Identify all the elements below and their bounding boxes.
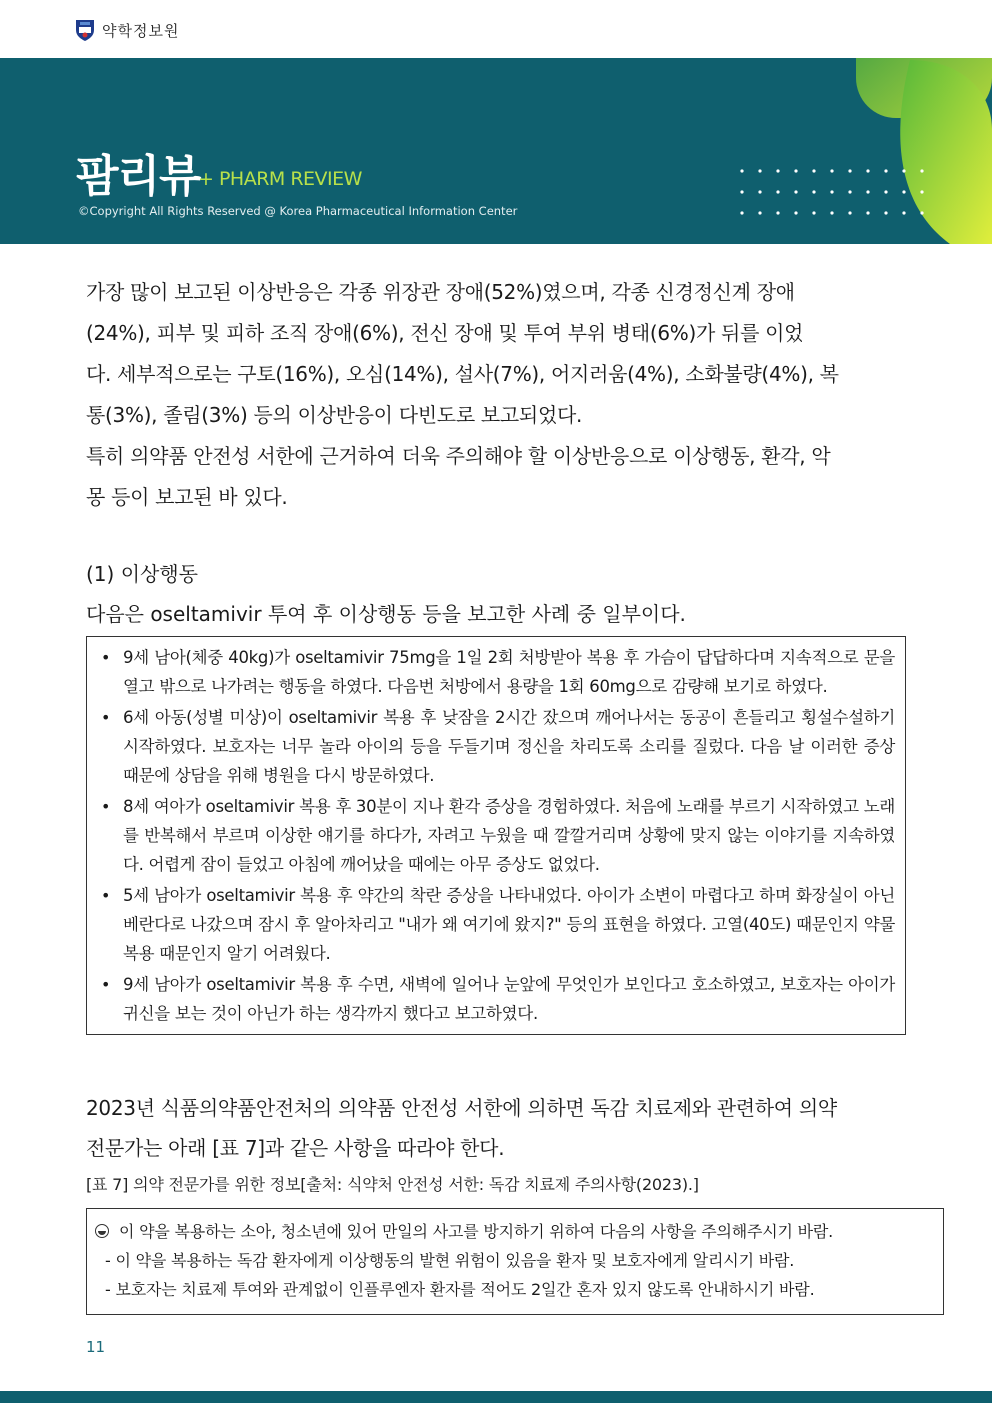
copyright-notice: ©Copyright All Rights Reserved @ Korea Pharmaceutical Information Center xyxy=(78,204,518,218)
dot-pattern-graphic xyxy=(740,168,940,218)
intro-line: 가장 많이 보고된 이상반응은 각종 위장관 장애(52%)였으며, 각종 신경정신계 장애 xyxy=(86,280,795,304)
page-number: 11 xyxy=(86,1338,106,1356)
intro-line: 통(3%), 졸림(3%) 등의 이상반응이 다빈도로 보고되었다. xyxy=(86,403,583,427)
table-caption: [표 7] 의약 전문가를 위한 정보[출처: 식약처 안전성 서한: 독감 치료제 주의사항(2023).] xyxy=(86,1175,699,1194)
case-report-box xyxy=(86,636,906,1035)
info-table-box xyxy=(86,1208,944,1315)
intro-line: 몽 등이 보고된 바 있다. xyxy=(86,485,288,509)
circle-bullet-icon xyxy=(95,1224,109,1238)
intro-paragraph xyxy=(86,272,908,518)
section-heading: (1) 이상행동 xyxy=(86,562,198,586)
top-header xyxy=(0,0,992,58)
org-name: 약학정보원 xyxy=(102,22,180,40)
guidance-line: 2023년 식품의약품안전처의 의약품 안전성 서한에 의하면 독감 치료제와 관련하여 의약 xyxy=(86,1096,837,1120)
section-lead: 다음은 oseltamivir 투여 후 이상행동 등을 보고한 사례 중 일부이다. xyxy=(86,602,686,626)
magazine-subtitle: + PHARM REVIEW xyxy=(198,168,362,190)
table-main-row xyxy=(95,1217,933,1246)
case-item: • 6세 아동(성별 미상)이 oseltamivir 복용 후 낮잠을 2시간 잤으며 깨어나서는 동공이 흔들리고 횡설수설하기 시작하였다. 보호자는 너무 놀라 아이의 등을 두들기며 정신을 차리도록 소리를 질렀다. 다음 날 이러한 증상 때문에 상담을 위해 병원을 다시 방문하였다. xyxy=(97,703,895,790)
title-banner xyxy=(0,58,992,244)
case-item: • 5세 남아가 oseltamivir 복용 후 약간의 착란 증상을 나타내었다. 아이가 소변이 마렵다고 하며 화장실이 아닌 베란다로 나갔으며 잠시 후 알아차리고 "내가 왜 여기에 왔지?" 등의 표현을 하였다. 고열(40도) 때문인지 약물 복용 때문인지 알기 어려웠다. xyxy=(97,881,895,968)
magazine-title: 팜리뷰 xyxy=(76,151,201,202)
footer-bar xyxy=(0,1391,992,1403)
case-item: • 8세 여아가 oseltamivir 복용 후 30분이 지나 환각 증상을 경험하였다. 처음에 노래를 부르기 시작하였고 노래를 반복해서 부르며 이상한 얘기를 하다가, 자려고 누웠을 때 깔깔거리며 상황에 맞지 않는 이야기를 지속하였다. 어렵게 잠이 들었고 아침에 깨어났을 때에는 아무 증상도 없었다. xyxy=(97,792,895,879)
main-content xyxy=(86,272,908,632)
guidance-line: 전문가는 아래 [표 7]과 같은 사항을 따라야 한다. xyxy=(86,1136,505,1160)
intro-line: 다. 세부적으로는 구토(16%), 오심(14%), 설사(7%), 어지러움(4%), 소화불량(4%), 복 xyxy=(86,362,839,386)
intro-line: (24%), 피부 및 피하 조직 장애(6%), 전신 장애 및 투여 부위 병태(6%)가 뒤를 이었 xyxy=(86,321,804,345)
intro-line: 특히 의약품 안전성 서한에 근거하여 더욱 주의해야 할 이상반응으로 이상행동, 환각, 악 xyxy=(86,444,831,468)
guidance-paragraph xyxy=(86,1088,908,1168)
case-item: • 9세 남아(체중 40kg)가 oseltamivir 75mg을 1일 2회 처방받아 복용 후 가슴이 답답하다며 지속적으로 문을 열고 밖으로 나가려는 행동을 하였다. 다음번 처방에서 용량을 1회 60mg으로 감량해 보기로 하였다. xyxy=(97,643,895,701)
case-list xyxy=(97,643,895,1028)
case-item: • 9세 남아가 oseltamivir 복용 후 수면, 새벽에 일어나 눈앞에 무엇인가 보인다고 호소하였고, 보호자는 아이가 귀신을 보는 것이 아닌가 하는 생각까지 했다고 보고하였다. xyxy=(97,970,895,1028)
table-sub-item: - 이 약을 복용하는 독감 환자에게 이상행동의 발현 위험이 있음을 환자 및 보호자에게 알리시기 바람. xyxy=(105,1251,795,1270)
org-logo-icon xyxy=(74,18,96,42)
table-main-text: 이 약을 복용하는 소아, 청소년에 있어 만일의 사고를 방지하기 위하여 다음의 사항을 주의해주시기 바람. xyxy=(119,1222,834,1241)
table-sub-item: - 보호자는 치료제 투여와 관계없이 인플루엔자 환자를 적어도 2일간 혼자 있지 않도록 안내하시기 바람. xyxy=(105,1280,815,1299)
